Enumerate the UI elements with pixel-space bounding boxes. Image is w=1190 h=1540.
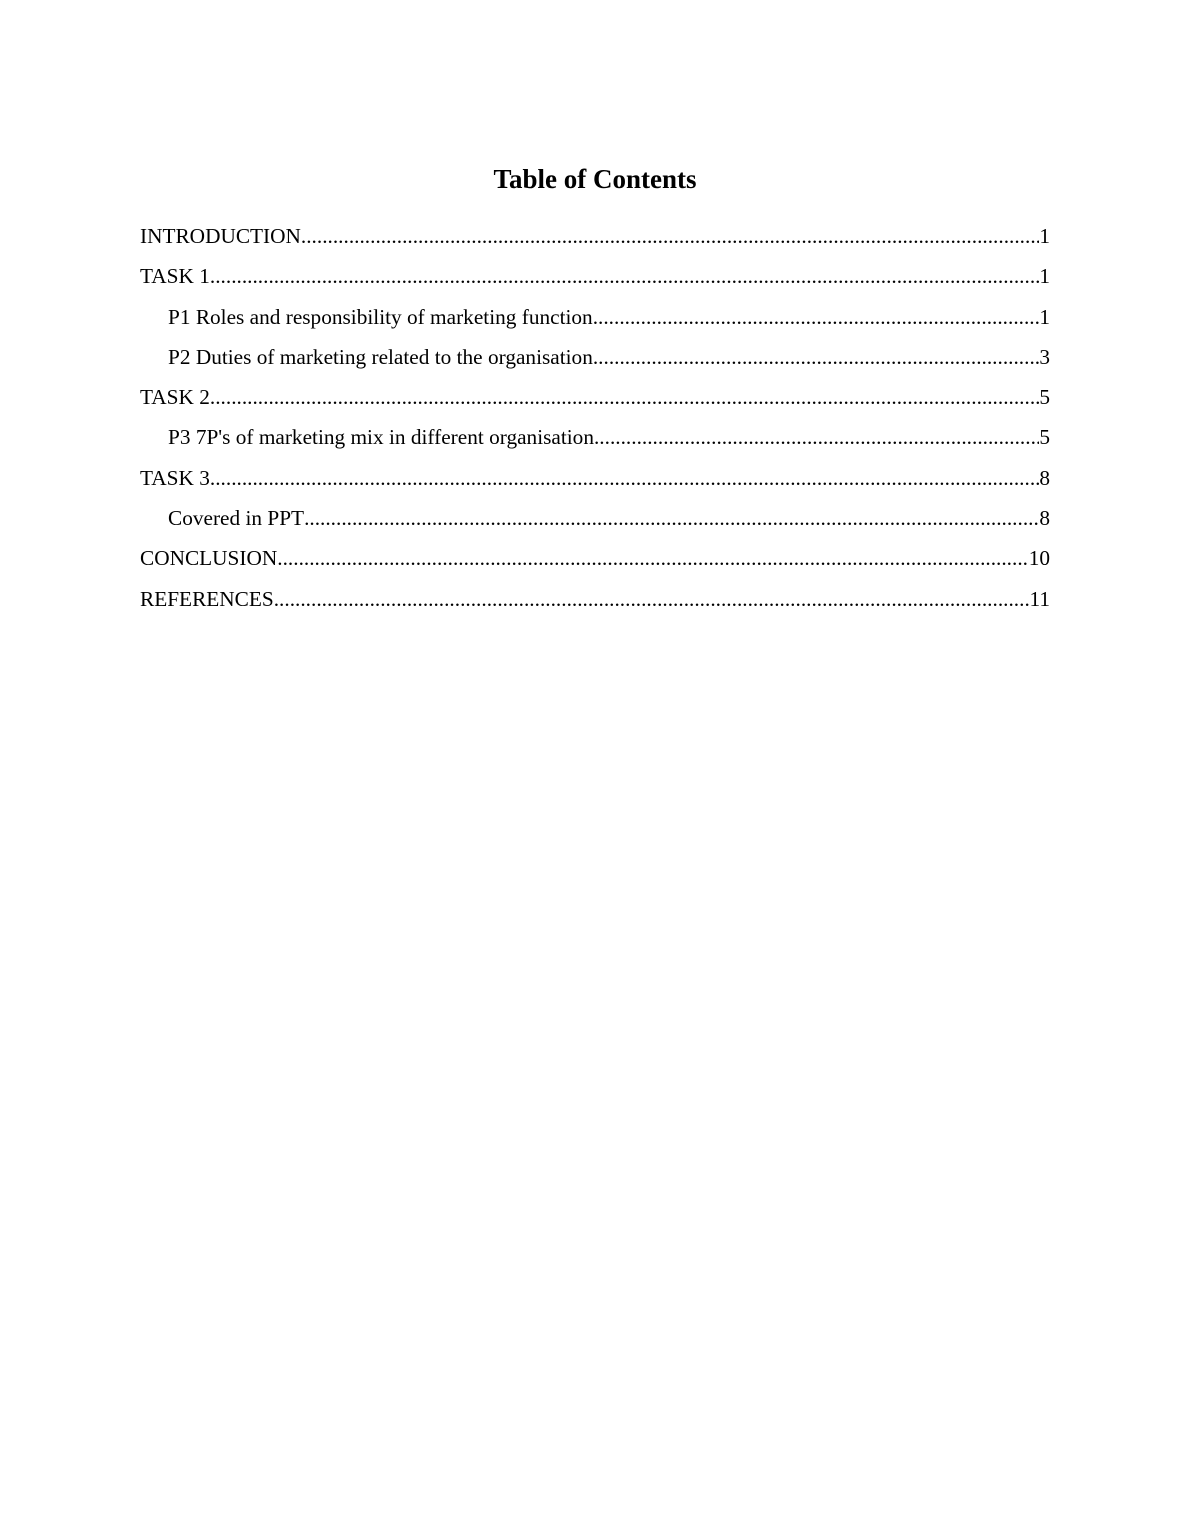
toc-entry-label: TASK 2 — [140, 385, 210, 410]
toc-list — [140, 219, 1050, 622]
toc-entry-page-number: 1 — [1039, 304, 1050, 329]
toc-entry-label: P2 Duties of marketing related to the organisation — [168, 344, 593, 369]
dot-leader — [210, 461, 1039, 495]
dot-leader — [210, 259, 1039, 293]
dot-leader — [277, 541, 1028, 575]
toc-entry-introduction[interactable] — [140, 219, 1050, 259]
toc-entry-page-number: 11 — [1029, 586, 1050, 611]
toc-entry-label: INTRODUCTION — [140, 224, 301, 248]
toc-entry-p1[interactable] — [140, 300, 1050, 340]
toc-entry-label: TASK 3 — [140, 465, 210, 490]
toc-entry-conclusion[interactable] — [140, 541, 1050, 581]
toc-entry-task-3[interactable] — [140, 461, 1050, 501]
toc-entry-p2[interactable] — [140, 340, 1050, 380]
toc-entry-references[interactable] — [140, 582, 1050, 622]
toc-entry-label: Covered in PPT — [168, 506, 305, 531]
toc-entry-label: P1 Roles and responsibility of marketing function — [168, 304, 593, 329]
toc-entry-page-number: 5 — [1039, 425, 1050, 450]
toc-entry-page-number: 5 — [1039, 385, 1050, 410]
toc-entry-page-number: 10 — [1028, 546, 1050, 571]
toc-entry-task-1[interactable] — [140, 259, 1050, 299]
toc-entry-page-number: 8 — [1039, 506, 1050, 531]
dot-leader — [593, 300, 1040, 334]
dot-leader — [593, 340, 1039, 374]
toc-entry-covered-in-ppt[interactable] — [140, 501, 1050, 541]
toc-entry-label: REFERENCES — [140, 586, 274, 611]
toc-title: Table of Contents — [493, 164, 697, 194]
toc-entry-page-number: 3 — [1039, 344, 1050, 369]
toc-entry-task-2[interactable] — [140, 380, 1050, 420]
toc-entry-page-number: 8 — [1039, 465, 1050, 490]
dot-leader — [594, 420, 1039, 454]
toc-entry-label: P3 7P's of marketing mix in different organisation — [168, 425, 594, 450]
dot-leader — [301, 219, 1039, 253]
toc-entry-label: CONCLUSION — [140, 546, 278, 571]
toc-entry-page-number: 1 — [1039, 224, 1050, 248]
dot-leader — [304, 501, 1039, 535]
toc-entry-label: TASK 1 — [140, 264, 210, 289]
dot-leader — [274, 582, 1030, 616]
toc-entry-p3[interactable] — [140, 420, 1050, 460]
dot-leader — [210, 380, 1039, 414]
toc-entry-page-number: 1 — [1039, 264, 1050, 289]
